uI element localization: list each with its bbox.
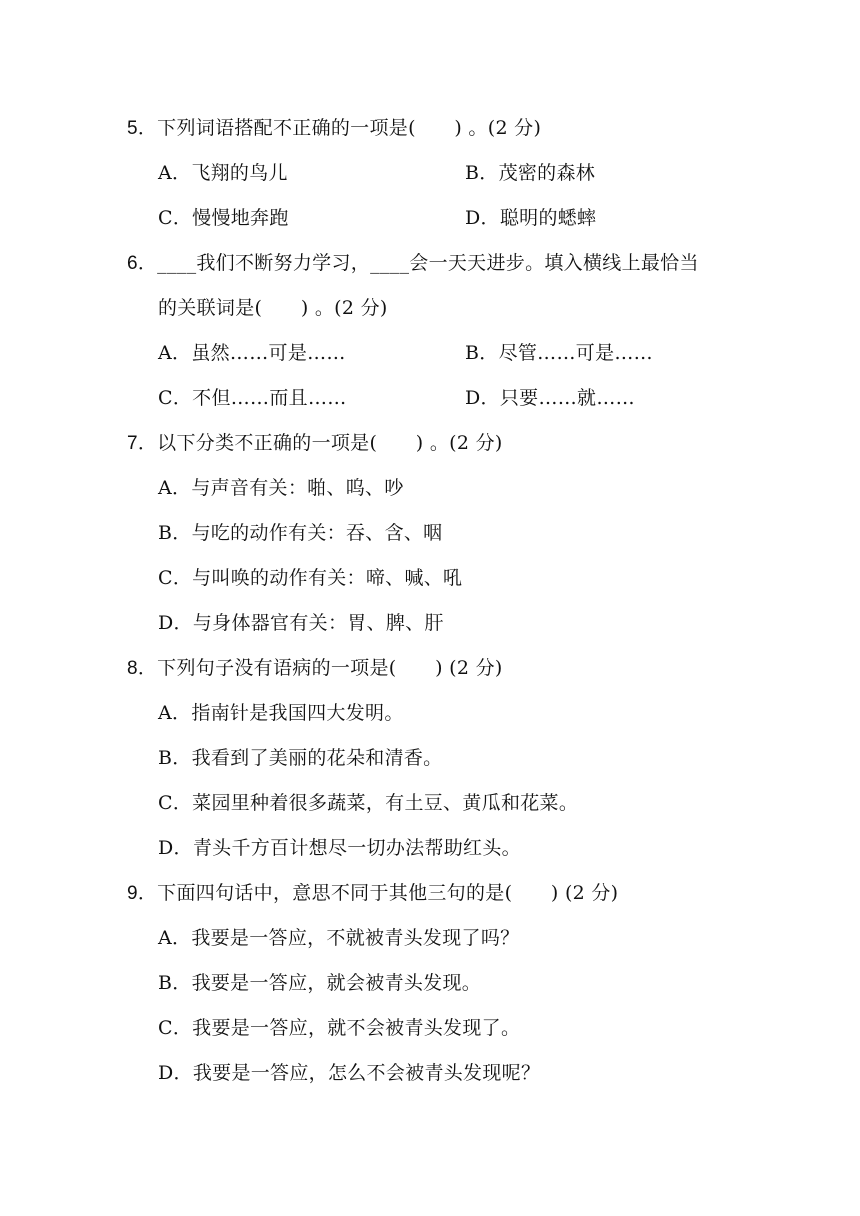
q8-option-c — [158, 791, 578, 815]
q5-option-b — [465, 161, 595, 185]
option-letter: C． — [158, 207, 193, 229]
q6-option-a — [158, 341, 346, 365]
option-letter: A． — [158, 477, 192, 499]
option-letter: D． — [465, 207, 500, 229]
option-letter: B． — [158, 522, 192, 544]
option-text: 与叫唤的动作有关：啼、喊、吼 — [192, 567, 463, 589]
option-text: 只要……就…… — [499, 387, 635, 409]
question-text: 下面四句话中，意思不同于其他三句的是( ) (2 分) — [157, 882, 619, 904]
question-number: 9． — [127, 883, 158, 904]
q7-option-c — [158, 566, 462, 590]
q7-option-b — [158, 521, 442, 545]
question-6-stem-continued: 的关联词是( ) 。(2 分) — [158, 297, 388, 319]
option-letter: C． — [158, 567, 193, 589]
q6-option-c — [158, 386, 347, 410]
question-7-stem — [127, 431, 503, 456]
option-text: 青头千方百计想尽一切办法帮助红头。 — [192, 837, 521, 859]
q5-option-d — [465, 206, 596, 230]
option-text: 飞翔的鸟儿 — [191, 162, 288, 184]
option-text: 我要是一答应，不就被青头发现了吗？ — [191, 927, 520, 949]
question-number: 7． — [127, 433, 158, 454]
q9-option-c — [158, 1016, 520, 1040]
option-letter: A． — [158, 927, 192, 949]
question-text: ____我们不断努力学习，____会一天天进步。填入横线上最恰当 — [157, 252, 699, 274]
q9-option-a — [158, 926, 519, 950]
question-9-stem — [127, 881, 618, 906]
option-text: 聪明的蟋蟀 — [499, 207, 597, 229]
option-letter: B． — [465, 162, 499, 184]
option-text: 指南针是我国四大发明。 — [191, 702, 404, 724]
option-letter: C． — [158, 792, 193, 814]
option-text: 菜园里种着很多蔬菜，有土豆、黄瓜和花菜。 — [192, 792, 579, 814]
option-text: 与吃的动作有关：吞、含、咽 — [191, 522, 443, 544]
option-text: 我要是一答应，就不会被青头发现了。 — [192, 1017, 521, 1039]
option-text: 茂密的森林 — [498, 162, 596, 184]
question-6-stem — [127, 251, 699, 276]
q5-option-c — [158, 206, 289, 230]
option-text: 我看到了美丽的花朵和清香。 — [191, 747, 443, 769]
q9-option-b — [158, 971, 481, 995]
option-text: 与声音有关：啪、呜、吵 — [191, 477, 404, 499]
q6-option-d — [465, 386, 635, 410]
option-text: 尽管……可是…… — [498, 342, 653, 364]
question-number: 8． — [127, 658, 158, 679]
option-text: 慢慢地奔跑 — [192, 207, 289, 229]
q7-option-a — [158, 476, 404, 500]
option-text: 虽然……可是…… — [191, 342, 346, 364]
question-5-stem — [127, 116, 541, 141]
option-letter: A． — [158, 702, 192, 724]
option-letter: A． — [158, 342, 192, 364]
option-letter: A． — [158, 162, 192, 184]
q6-option-b — [465, 341, 653, 365]
option-letter: B． — [158, 747, 192, 769]
question-text: 下列词语搭配不正确的一项是( ) 。(2 分) — [157, 117, 542, 139]
option-letter: D． — [158, 1062, 193, 1084]
option-text: 与身体器官有关：胃、脾、肝 — [192, 612, 444, 634]
option-text: 不但……而且…… — [192, 387, 347, 409]
q8-option-a — [158, 701, 404, 725]
question-number: 6． — [127, 253, 158, 274]
option-letter: B． — [465, 342, 499, 364]
q9-option-d — [158, 1061, 540, 1085]
q8-option-d — [158, 836, 521, 860]
option-text: 我要是一答应，就会被青头发现。 — [191, 972, 482, 994]
option-letter: D． — [158, 612, 193, 634]
q8-option-b — [158, 746, 442, 770]
q7-option-d — [158, 611, 444, 635]
q5-option-a — [158, 161, 288, 185]
option-letter: D． — [465, 387, 500, 409]
question-8-stem — [127, 656, 503, 681]
question-number: 5． — [127, 118, 158, 139]
option-letter: C． — [158, 387, 193, 409]
option-letter: C． — [158, 1017, 193, 1039]
question-text: 以下分类不正确的一项是( ) 。(2 分) — [157, 432, 503, 454]
option-letter: B． — [158, 972, 192, 994]
option-letter: D． — [158, 837, 193, 859]
option-text: 我要是一答应，怎么不会被青头发现呢？ — [192, 1062, 541, 1084]
question-text: 下列句子没有语病的一项是( ) (2 分) — [157, 657, 503, 679]
